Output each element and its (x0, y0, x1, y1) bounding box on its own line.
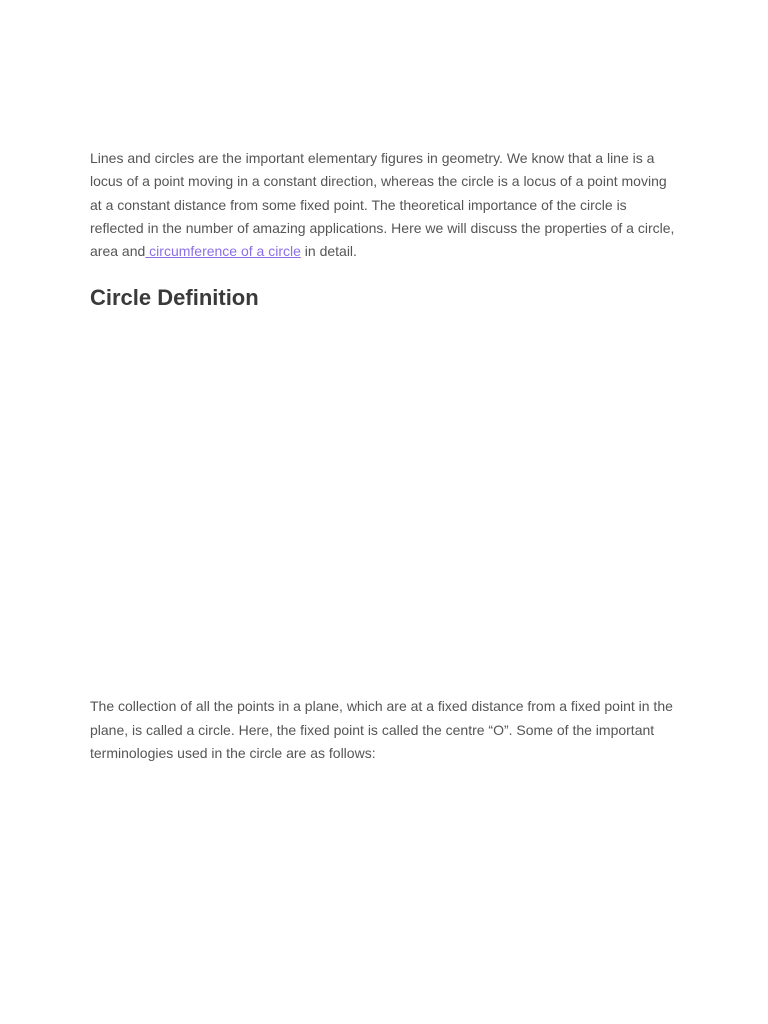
intro-text: Lines and circles are the important elementary figures in geometry. We know that a line is a locus of a point moving in a constant direction, whereas the circle is a locus of a point moving at a constant distance from some fixed point. The theoretical importance of the circle is reflected in the number of amazing applications. Here we will discuss the properties of a circle, area and (90, 150, 675, 260)
article-content (90, 147, 680, 765)
blank-space (90, 313, 680, 695)
section-heading: Circle Definition (90, 285, 259, 311)
circumference-link[interactable]: circumference of a circle (145, 243, 301, 260)
intro-text-end: in detail. (300, 243, 357, 260)
definition-paragraph: The collection of all the points in a plane, which are at a fixed distance from a fixed point in the plane, is called a circle. Here, the fixed point is called the centre “O”. Some of the important terminologies used in the circle are as follows: (90, 698, 673, 762)
intro-paragraph (90, 147, 680, 263)
